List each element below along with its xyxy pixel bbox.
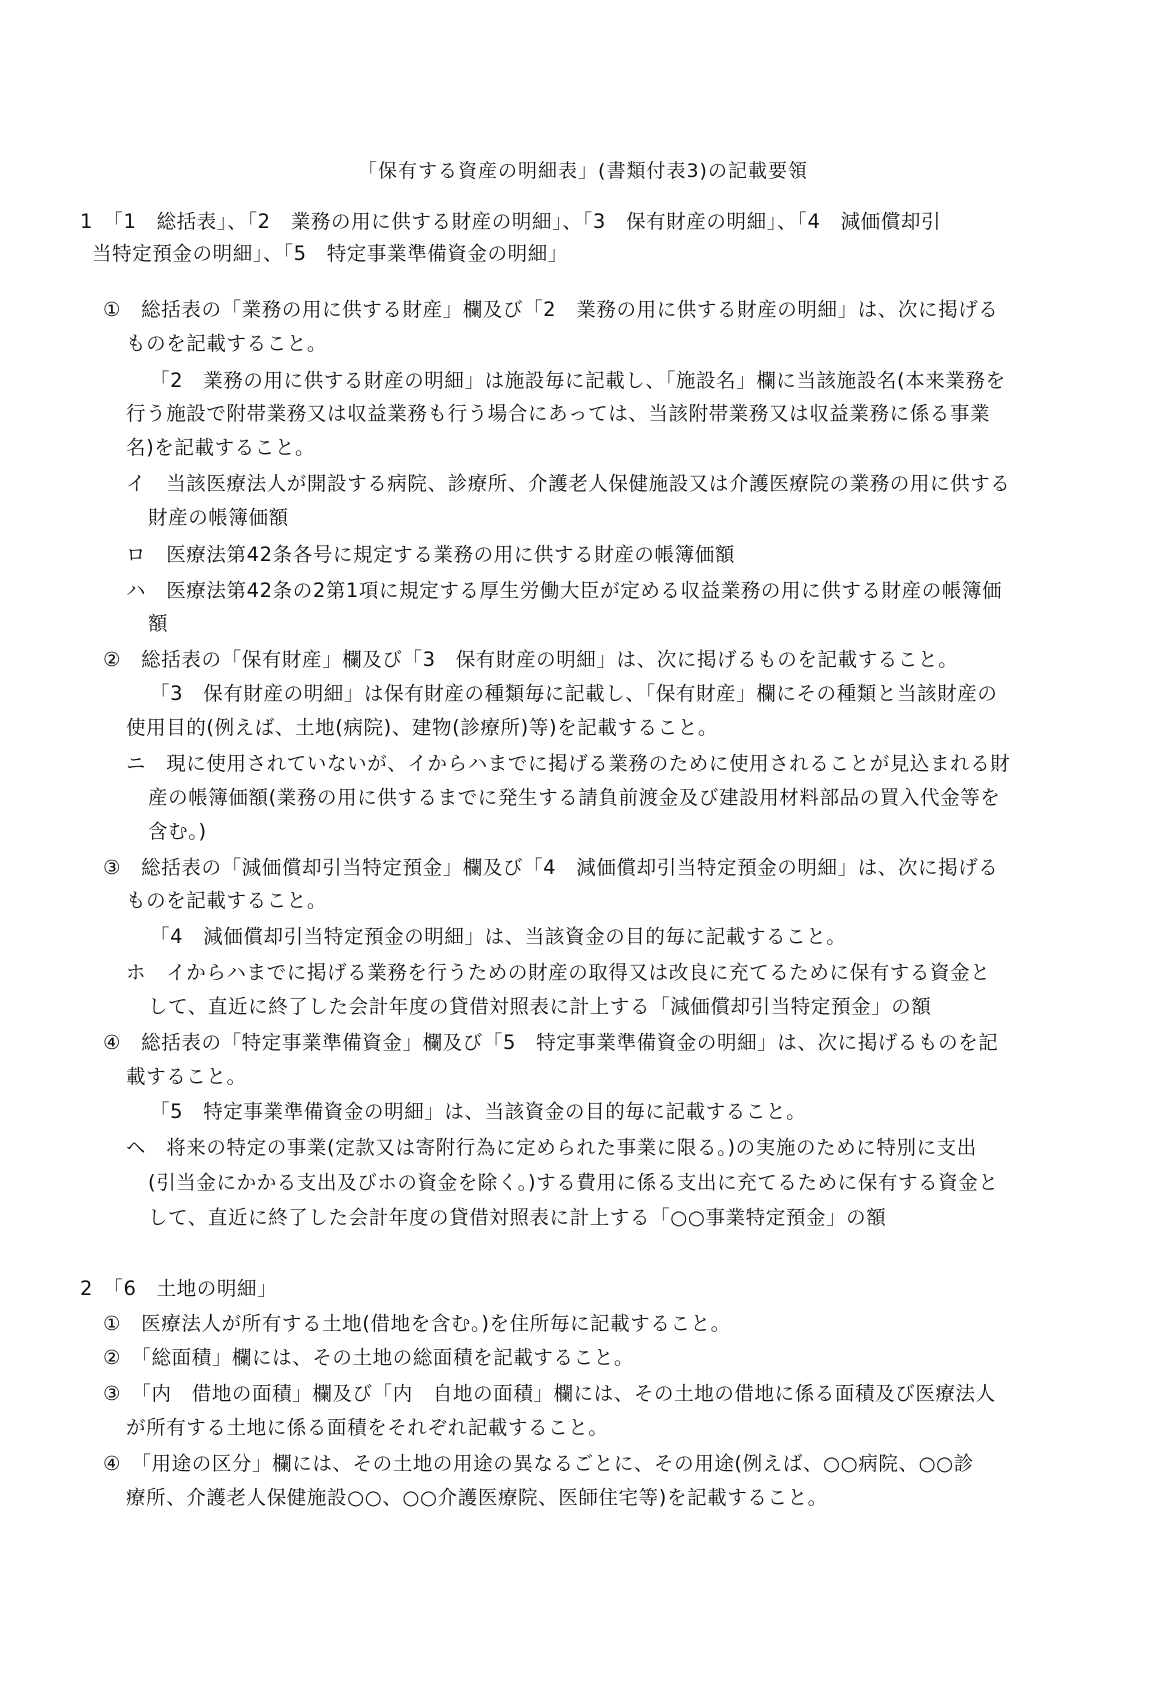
item-3-note-line-1: 「4 減価償却引当特定預金の明細」は、当該資金の目的毎に記載すること。: [150, 925, 847, 948]
item-4-line-2: 載すること。: [126, 1065, 247, 1088]
section-2-item-3-line-1: ③ 「内 借地の面積」欄及び「内 自地の面積」欄には、その土地の借地に係る面積及び医療法人: [103, 1382, 996, 1405]
section-2-item-4-line-2: 療所、介護老人保健施設○○、○○介護医療院、医師住宅等)を記載すること。: [126, 1486, 828, 1509]
item-ho-line-2: して、直近に終了した会計年度の貸借対照表に計上する「減価償却引当特定預金」の額: [148, 995, 932, 1018]
item-2-note-line-2: 使用目的(例えば、土地(病院)、建物(診療所)等)を記載すること。: [126, 716, 718, 739]
item-ni-line-2: 産の帳簿価額(業務の用に供するまでに発生する請負前渡金及び建設用材料部品の買入代金等を: [148, 786, 1001, 809]
section-2-item-1: ① 医療法人が所有する土地(借地を含む。)を住所毎に記載すること。: [103, 1312, 731, 1335]
section-2-heading: 2 「6 土地の明細」: [80, 1277, 278, 1300]
item-3-line-2: ものを記載すること。: [126, 889, 328, 912]
item-i-line-1: イ 当該医療法人が開設する病院、診療所、介護老人保健施設又は介護医療院の業務の用に供する: [126, 472, 1011, 495]
item-1-note-line-3: 名)を記載すること。: [126, 436, 316, 459]
item-1-note-line-1: 「2 業務の用に供する財産の明細」は施設毎に記載し、「施設名」欄に当該施設名(本来業務を: [150, 369, 1006, 392]
item-ni-line-1: ニ 現に使用されていないが、イからハまでに掲げる業務のために使用されることが見込まれる財: [126, 752, 1011, 775]
item-4-note-line-1: 「5 特定事業準備資金の明細」は、当該資金の目的毎に記載すること。: [150, 1100, 807, 1123]
item-i-line-2: 財産の帳簿価額: [148, 506, 289, 529]
item-he-line-2: (引当金にかかる支出及びホの資金を除く。)する費用に係る支出に充てるために保有する資金と: [148, 1171, 999, 1194]
item-1-line-2: ものを記載すること。: [126, 332, 328, 355]
item-4-line-1: ④ 総括表の「特定事業準備資金」欄及び「5 特定事業準備資金の明細」は、次に掲げるものを記: [103, 1031, 999, 1054]
section-2-item-2: ② 「総面積」欄には、その土地の総面積を記載すること。: [103, 1346, 634, 1369]
item-2-line-1: ② 総括表の「保有財産」欄及び「3 保有財産の明細」は、次に掲げるものを記載すること。: [103, 648, 959, 671]
item-1-note-line-2: 行う施設で附帯業務又は収益業務も行う場合にあっては、当該附帯業務又は収益業務に係る事業: [126, 402, 991, 425]
item-he-line-3: して、直近に終了した会計年度の貸借対照表に計上する「○○事業特定預金」の額: [148, 1206, 887, 1229]
section-2-item-4-line-1: ④ 「用途の区分」欄には、その土地の用途の異なるごとに、その用途(例えば、○○病院、○○診: [103, 1452, 974, 1475]
item-2-note-line-1: 「3 保有財産の明細」は保有財産の種類毎に記載し、「保有財産」欄にその種類と当該財産の: [150, 682, 998, 705]
item-3-line-1: ③ 総括表の「減価償却引当特定預金」欄及び「4 減価償却引当特定預金の明細」は、次に掲げる: [103, 856, 999, 879]
section-1-heading-line-2: 当特定預金の明細」、「5 特定事業準備資金の明細」: [92, 242, 568, 265]
item-ni-line-3: 含む。): [148, 820, 207, 843]
section-1-heading-line-1: 1 「1 総括表」、「2 業務の用に供する財産の明細」、「3 保有財産の明細」、「4 減価償却引: [80, 210, 942, 233]
document-title: 「保有する資産の明細表」(書類付表3)の記載要領: [358, 160, 808, 182]
item-he-line-1: ヘ 将来の特定の事業(定款又は寄附行為に定められた事業に限る。)の実施のために特別に支出: [126, 1136, 977, 1159]
item-ho-line-1: ホ イからハまでに掲げる業務を行うための財産の取得又は改良に充てるために保有する資金と: [126, 961, 991, 984]
item-ha-line-2: 額: [148, 612, 169, 635]
section-2-item-3-line-2: が所有する土地に係る面積をそれぞれ記載すること。: [126, 1416, 609, 1439]
item-ha-line-1: ハ 医療法第42条の2第1項に規定する厚生労働大臣が定める収益業務の用に供する財産の帳簿価: [126, 579, 1003, 602]
item-ro-line-1: ロ 医療法第42条各号に規定する業務の用に供する財産の帳簿価額: [126, 543, 735, 566]
item-1-line-1: ① 総括表の「業務の用に供する財産」欄及び「2 業務の用に供する財産の明細」は、次に掲げる: [103, 298, 999, 321]
